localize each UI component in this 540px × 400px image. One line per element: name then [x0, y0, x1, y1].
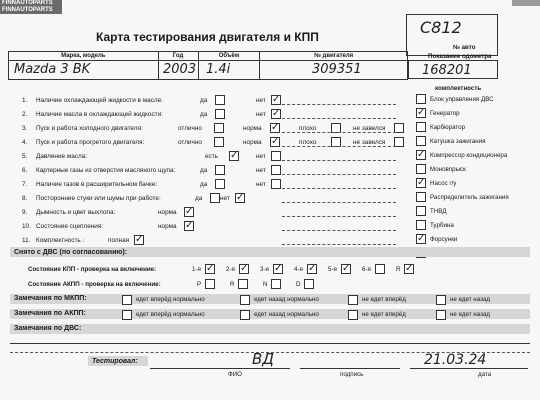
signature-handwritten: ВД [252, 350, 275, 368]
check-label: Дымность и цвет выхлопа: [36, 209, 116, 216]
check-option-box[interactable] [271, 95, 281, 105]
gear-label: R [396, 266, 401, 273]
remark-option-label: не едет назад [450, 296, 490, 303]
akpp-gear-box[interactable] [304, 279, 314, 289]
akpp-remarks-label: Замечания по АКПП: [14, 310, 86, 317]
remark-option-box[interactable] [436, 310, 446, 320]
check-number: 1. [22, 97, 28, 104]
check-option-label: нет [256, 111, 266, 118]
answer-line [282, 230, 396, 231]
gear-label: 3-я [260, 266, 269, 273]
answer-line [282, 174, 396, 175]
check-option-label: да [200, 167, 208, 174]
equipment-box[interactable] [416, 164, 426, 174]
remark-option-box[interactable] [348, 310, 358, 320]
odometer-label: Показание одометра [428, 53, 492, 60]
check-option-box[interactable] [271, 165, 281, 175]
answer-line [282, 202, 396, 203]
remark-option-box[interactable] [240, 310, 250, 320]
brand-logo [0, 0, 62, 14]
tested-label: Тестировал: [92, 358, 138, 365]
check-mark-icon: ✓ [271, 136, 280, 147]
check-mark-icon: ✓ [185, 220, 194, 231]
check-option-label: нет [220, 195, 230, 202]
gear-box[interactable] [375, 264, 385, 274]
answer-line [282, 216, 396, 217]
check-option-box[interactable] [270, 123, 280, 133]
col-engine: № двигателя [260, 52, 408, 61]
equipment-item: Блок управления ДВС [430, 96, 494, 103]
answer-line [282, 118, 396, 119]
check-option-label: нет [256, 181, 266, 188]
check-option-box[interactable] [215, 179, 225, 189]
remark-option-box[interactable] [436, 295, 446, 305]
check-option-label: норма [243, 125, 262, 132]
remark-option-box[interactable] [122, 310, 132, 320]
remark-option-label: едет вперёд нормально [136, 311, 205, 318]
check-option-label: есть [205, 153, 219, 160]
akpp-gear-label: P [197, 281, 202, 288]
equipment-box[interactable] [416, 150, 426, 160]
odometer-handwritten: 168201 [422, 63, 472, 78]
check-number: 3. [22, 125, 28, 132]
check-label: Состояние сцепления: [36, 223, 104, 230]
check-option-label: не завелся [353, 125, 386, 132]
check-option-box[interactable] [271, 179, 281, 189]
check-label: Посторонние стуки или шумы при работе: [36, 195, 161, 202]
answer-line [282, 188, 396, 189]
check-option-box[interactable] [214, 123, 224, 133]
check-option-box[interactable] [271, 151, 281, 161]
date-handwritten: 21.03.24 [424, 352, 487, 368]
check-number: 5. [22, 153, 28, 160]
check-option-box[interactable] [210, 193, 220, 203]
remark-option-label: не едет назад [450, 311, 490, 318]
check-option-box[interactable] [184, 221, 194, 231]
check-mark-icon: ✓ [308, 263, 317, 274]
equipment-item: Моновпрыск [430, 166, 466, 173]
check-option-label: полная [108, 237, 130, 244]
check-number: 4. [22, 139, 28, 146]
equipment-box[interactable] [416, 122, 426, 132]
check-option-box[interactable] [235, 193, 245, 203]
remark-option-label: едет назад нормально [254, 311, 319, 318]
check-mark-icon: ✓ [417, 233, 426, 244]
year-handwritten: 2003 [163, 62, 197, 77]
fio-line [150, 368, 290, 369]
check-mark-icon: ✓ [342, 263, 351, 274]
car-number-label: № авто [453, 44, 476, 51]
check-option-box[interactable] [229, 151, 239, 161]
equipment-box[interactable] [416, 94, 426, 104]
equipment-box[interactable] [416, 206, 426, 216]
check-option-box[interactable] [214, 137, 224, 147]
answer-line [282, 160, 396, 161]
check-mark-icon: ✓ [272, 94, 281, 105]
col-year: Год [158, 52, 198, 61]
remark-option-label: не едет вперёд [362, 296, 406, 303]
gear-box[interactable] [239, 264, 249, 274]
check-mark-icon: ✓ [417, 177, 426, 188]
engine-handwritten: 309351 [312, 62, 362, 77]
remark-option-label: едет назад нормально [254, 296, 319, 303]
equipment-item: Распределитель зажигания [430, 194, 509, 201]
logo-line-1: FINNAUTOPARTS [2, 0, 53, 6]
check-label: Пуск и работа холодного двигателя: [36, 125, 143, 132]
check-option-box[interactable] [270, 137, 280, 147]
equipment-box[interactable] [416, 136, 426, 146]
check-option-label: плохо [299, 139, 317, 146]
dvs-remarks-label: Замечания по ДВС: [14, 325, 82, 332]
gear-label: 4-я [294, 266, 303, 273]
remark-option-box[interactable] [122, 295, 132, 305]
check-label: Наличие охлаждающей жидкости в масле: [36, 97, 163, 104]
check-option-label: да [200, 181, 208, 188]
akpp-gear-label: N [263, 281, 268, 288]
equipment-item: Форсунки [430, 236, 458, 243]
check-option-box[interactable] [271, 109, 281, 119]
check-label: Давление масла: [36, 153, 88, 160]
check-number: 9. [22, 209, 28, 216]
remark-option-label: едет вперёд нормально [136, 296, 205, 303]
check-mark-icon: ✓ [240, 263, 249, 274]
equipment-box[interactable] [416, 234, 426, 244]
equipment-box[interactable] [416, 178, 426, 188]
volume-handwritten: 1.4i [206, 62, 231, 77]
gear-box[interactable] [205, 264, 215, 274]
answer-line [282, 132, 396, 133]
gear-box[interactable] [273, 264, 283, 274]
col-volume: Объём [198, 52, 260, 61]
car-number-box [406, 14, 498, 56]
dvs-band [10, 324, 530, 334]
remarks-line-1 [10, 343, 530, 344]
check-mark-icon: ✓ [272, 108, 281, 119]
check-option-label: плохо [299, 125, 317, 132]
equipment-item: Катушка зажигания [430, 138, 486, 145]
check-mark-icon: ✓ [405, 263, 414, 274]
check-label: Наличие масла в охлаждающей жидкости: [36, 111, 163, 118]
akpp-gear-box[interactable] [238, 279, 248, 289]
remark-option-box[interactable] [240, 295, 250, 305]
sign-line [300, 368, 400, 369]
check-number: 2. [22, 111, 28, 118]
akpp-gear-box[interactable] [271, 279, 281, 289]
equipment-item: Генератор [430, 110, 460, 117]
model-handwritten: Mazda 3 BK [14, 62, 91, 77]
removed-label: Снято с ДВС (по согласованию): [14, 249, 128, 256]
check-option-box[interactable] [215, 165, 225, 175]
check-label: Наличие газов в расширительном бачке: [36, 181, 158, 188]
equipment-item: Турбина [430, 222, 454, 229]
equipment-box[interactable] [416, 108, 426, 118]
check-mark-icon: ✓ [417, 107, 426, 118]
check-number: 8. [22, 195, 28, 202]
sign-caption: подпись [340, 371, 364, 378]
check-label: Картерные газы из отверстия масляного щупа: [36, 167, 176, 174]
check-mark-icon: ✓ [206, 263, 215, 274]
remark-option-box[interactable] [348, 295, 358, 305]
gear-label: 6-я [362, 266, 371, 273]
check-number: 10. [22, 223, 31, 230]
fio-caption: ФИО [228, 371, 242, 378]
check-mark-icon: ✓ [417, 149, 426, 160]
check-label: Пуск и работа прогретого двигателя: [36, 139, 145, 146]
mkpp-remarks-label: Замечания по МКПП: [14, 295, 87, 302]
check-option-label: норма [158, 209, 177, 216]
check-option-label: норма [158, 223, 177, 230]
check-number: 11. [22, 237, 31, 244]
page-title: Карта тестирования двигателя и КПП [96, 30, 319, 44]
equipment-item: Насос г/у [430, 180, 457, 187]
equipment-header: комплектность [435, 85, 482, 92]
check-option-label: отлично [178, 139, 202, 146]
gear-label: 2-я [226, 266, 235, 273]
akpp-gear-label: D [296, 281, 301, 288]
gear-box[interactable] [307, 264, 317, 274]
akpp-label: Состояние АКПП - проверка на включение: [28, 281, 161, 288]
akpp-gear-label: R [230, 281, 235, 288]
logo-line-2: FINNAUTOPARTS [2, 7, 53, 13]
answer-line [282, 104, 396, 105]
answer-line [282, 146, 396, 147]
check-label: Комплектность : [36, 237, 85, 244]
check-option-label: не завелся [353, 139, 386, 146]
akpp-gear-box[interactable] [205, 279, 215, 289]
check-mark-icon: ✓ [271, 122, 280, 133]
equipment-box[interactable] [416, 220, 426, 230]
check-option-box[interactable] [215, 109, 225, 119]
equipment-item: Карбюратор [430, 124, 466, 131]
gear-box[interactable] [404, 264, 414, 274]
answer-line [282, 244, 396, 245]
equipment-item: Компрессор кондиционера [430, 152, 508, 159]
gear-label: 1-я [192, 266, 201, 273]
check-option-box[interactable] [184, 207, 194, 217]
check-option-label: да [200, 111, 208, 118]
check-option-box[interactable] [215, 95, 225, 105]
check-mark-icon: ✓ [230, 150, 239, 161]
check-mark-icon: ✓ [236, 192, 245, 203]
check-mark-icon: ✓ [274, 263, 283, 274]
corner-mark [512, 0, 540, 6]
check-number: 7. [22, 181, 28, 188]
check-mark-icon: ✓ [135, 234, 144, 245]
check-mark-icon: ✓ [185, 206, 194, 217]
car-number-handwritten: C812 [420, 18, 462, 37]
remark-option-label: не едет вперёд [362, 311, 406, 318]
check-option-label: да [200, 97, 208, 104]
equipment-item: ТНВД [430, 208, 447, 215]
equipment-box[interactable] [416, 192, 426, 202]
check-option-label: нет [256, 153, 266, 160]
gear-label: 5-я [328, 266, 337, 273]
check-option-box[interactable] [134, 235, 144, 245]
check-option-label: нет [256, 97, 266, 104]
date-caption: дата [478, 371, 492, 378]
date-line [410, 368, 528, 369]
gear-box[interactable] [341, 264, 351, 274]
check-option-label: да [195, 195, 203, 202]
check-number: 6. [22, 167, 28, 174]
check-option-label: нет [256, 167, 266, 174]
check-option-label: норма [243, 139, 262, 146]
kpp-label: Состояние КПП - проверка на включение: [28, 266, 157, 273]
col-model: Марка, модель [9, 52, 159, 61]
check-option-label: отлично [178, 125, 202, 132]
